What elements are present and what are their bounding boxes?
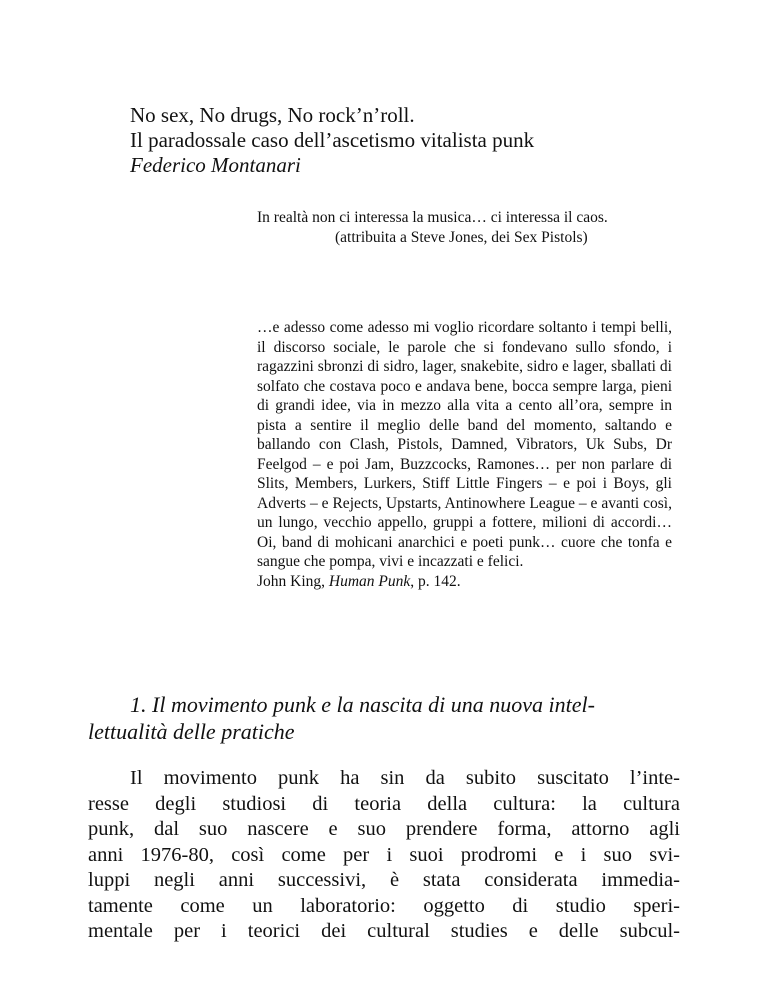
epigraph-2-attribution (257, 572, 672, 592)
body-line: Il movimento punk ha sin da subito suscitato l’inte- (130, 767, 680, 789)
attribution-book-title: Human Punk (328, 572, 411, 590)
epigraph-1-text: In realtà non ci interessa la musica… ci interessa il caos. (257, 209, 608, 226)
section-heading-line-1: 1. Il movimento punk e la nascita di una nuova intel- (130, 692, 595, 717)
body-line: punk, dal suo nascere e suo prendere forma, attorno agli (88, 818, 680, 840)
epigraph-2-text: …e adesso come adesso mi voglio ricordare soltanto i tempi belli, il discorso sociale, le parole che si fondevano sullo sfondo, i ragazzini sbronzi di sidro, lager, snakebite, sidro e lager, sballati di solfato che costava poco e andava bene, bocca sempre larga, pieni di grandi idee, via in mezzo alla vita a cento all’ora, sempre in pista a sentire il meglio delle band del momento, saltando e ballando con Clash, Pistols, Damned, Vibrators, Uk Subs, Dr Feelgod – e poi Jam, Buzzcocks, Ramones… per non parlare di Slits, Members, Lurkers, Stiff Little Fingers – e poi i Boys, gli Adverts – e Rejects, Upstarts, Antinowhere League – e avanti così, un lungo, vecchio appello, gruppi a fottere, milioni di accordi… Oi, band di mohicani anarchici e poeti punk… cuore che tonfa e sangue che pompa, vivi e incazzati e felici. (257, 319, 672, 570)
section-heading-line-2: lettualità delle pratiche (88, 719, 295, 744)
attribution-page: , p. 142. (410, 572, 461, 590)
body-line: anni 1976-80, così come per i suoi prodromi e i suo svi- (88, 843, 680, 866)
body-line: mentale per i teorici dei cultural studies e delle subcul- (88, 920, 680, 942)
epigraph-2 (257, 318, 672, 591)
author-name: Federico Montanari (130, 153, 301, 177)
title-line-2: Il paradossale caso dell’ascetismo vitalista punk (130, 128, 535, 152)
epigraph-1-attribution: (attribuita a Steve Jones, dei Sex Pistols) (335, 228, 588, 246)
body-line: tamente come un laboratorio: oggetto di studio speri- (88, 894, 680, 917)
body-line: resse degli studiosi di teoria della cultura: la cultura (88, 792, 680, 815)
epigraph-1 (257, 208, 672, 247)
title-line-1: No sex, No drugs, No rock’n’roll. (130, 103, 415, 127)
article-header (130, 103, 690, 178)
attribution-author: John King, (257, 572, 329, 590)
body-paragraph (88, 766, 680, 945)
section-heading (88, 691, 688, 745)
body-line: luppi negli anni successivi, è stata considerata immedia- (88, 869, 680, 891)
